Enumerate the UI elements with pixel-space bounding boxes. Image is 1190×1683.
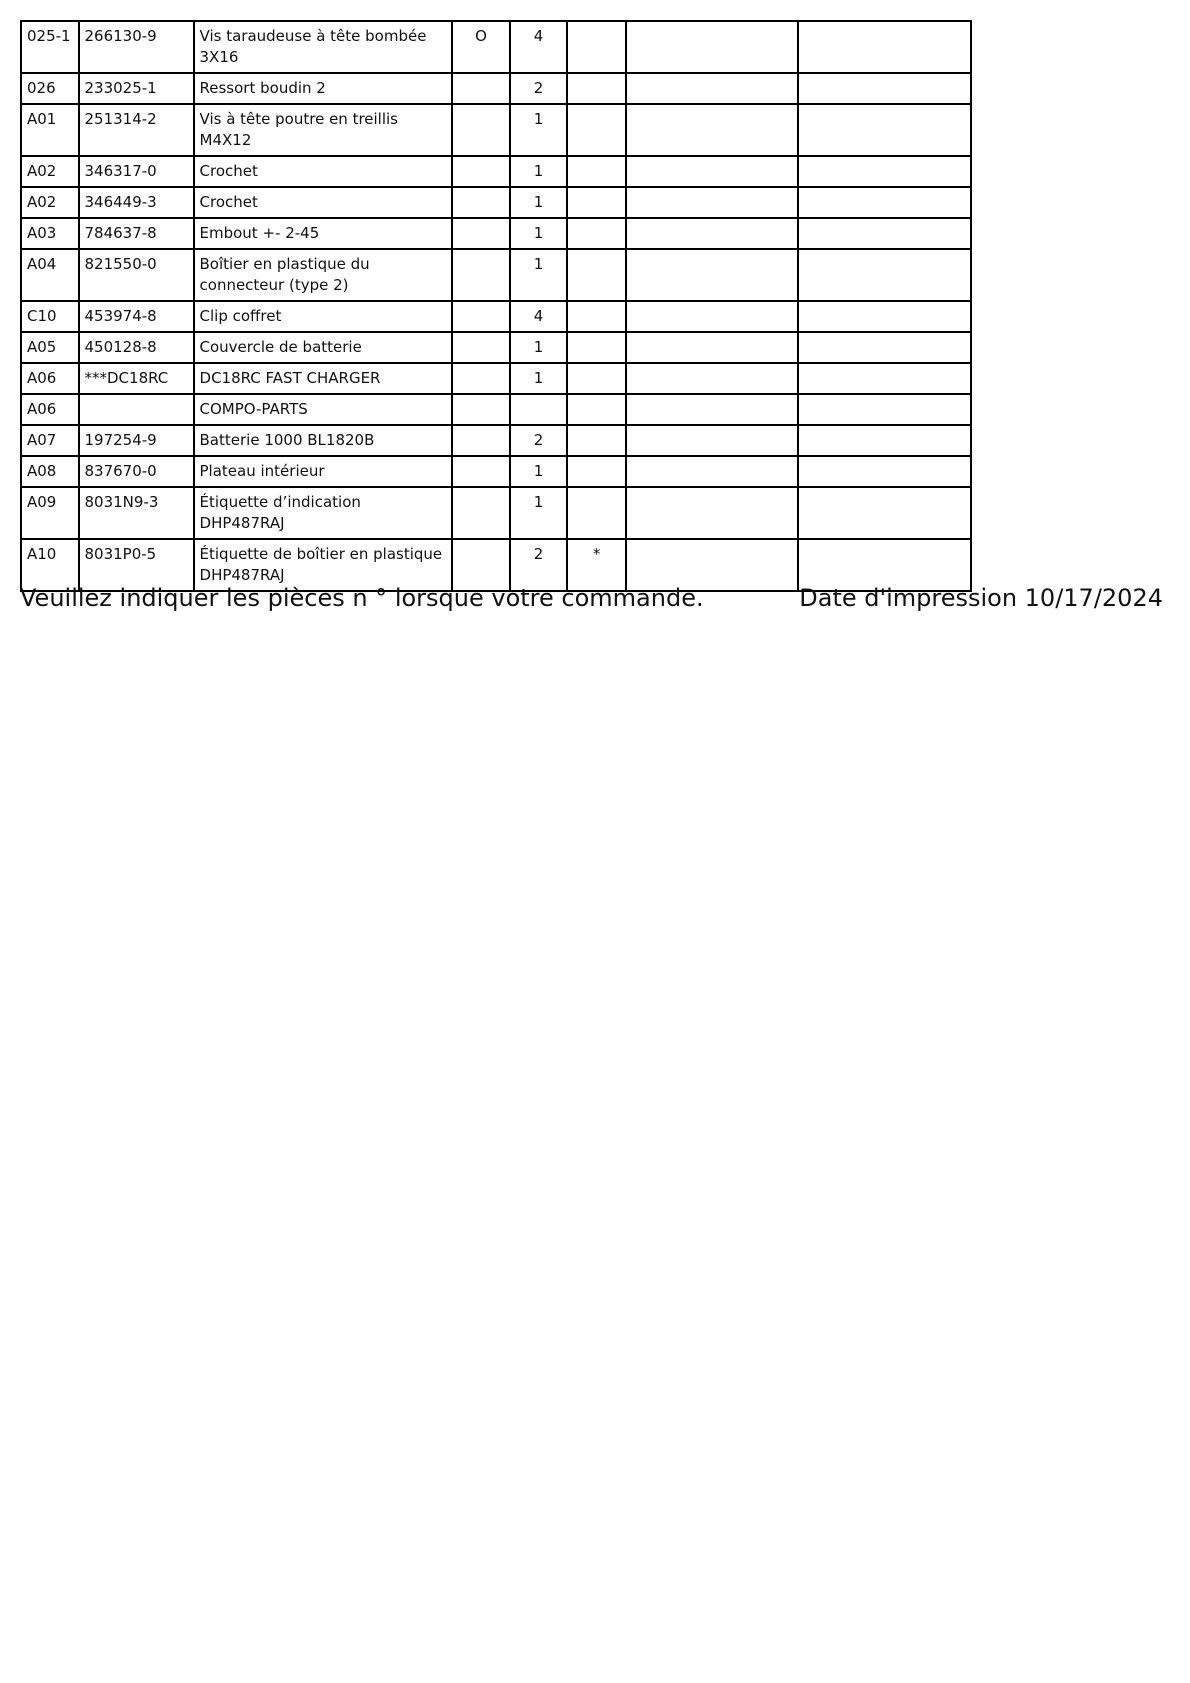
ref-cell: A05 xyxy=(21,332,79,363)
table-row xyxy=(21,456,971,487)
ref-cell: A02 xyxy=(21,156,79,187)
ref-cell: 025-1 xyxy=(21,21,79,73)
quantity-cell: 1 xyxy=(510,187,568,218)
note-cell xyxy=(567,394,626,425)
quantity-cell xyxy=(510,394,568,425)
part-number-cell: 821550-0 xyxy=(79,249,194,301)
blank-cell xyxy=(626,332,799,363)
blank-cell xyxy=(626,73,799,104)
part-number-cell xyxy=(79,394,194,425)
ref-cell: A09 xyxy=(21,487,79,539)
mark-cell xyxy=(452,249,510,301)
blank-cell xyxy=(798,487,971,539)
ref-cell: A04 xyxy=(21,249,79,301)
quantity-cell: 2 xyxy=(510,425,568,456)
blank-cell xyxy=(626,218,799,249)
description-cell: Embout +- 2-45 xyxy=(194,218,453,249)
note-cell xyxy=(567,456,626,487)
description-cell: Vis taraudeuse à tête bombée 3X16 xyxy=(194,21,453,73)
blank-cell xyxy=(798,425,971,456)
blank-cell xyxy=(626,156,799,187)
order-instruction: Veuillez indiquer les pièces n ° lorsque votre commande. xyxy=(20,584,704,612)
blank-cell xyxy=(798,187,971,218)
blank-cell xyxy=(798,456,971,487)
table-row xyxy=(21,156,971,187)
blank-cell xyxy=(798,21,971,73)
parts-table xyxy=(20,20,972,592)
description-cell: Clip coffret xyxy=(194,301,453,332)
ref-cell: 026 xyxy=(21,73,79,104)
quantity-cell: 1 xyxy=(510,218,568,249)
ref-cell: A06 xyxy=(21,363,79,394)
description-cell: Crochet xyxy=(194,187,453,218)
table-row xyxy=(21,487,971,539)
blank-cell xyxy=(626,363,799,394)
table-row xyxy=(21,425,971,456)
mark-cell xyxy=(452,394,510,425)
quantity-cell: 4 xyxy=(510,301,568,332)
description-cell: COMPO-PARTS xyxy=(194,394,453,425)
print-date: Date d'impression 10/17/2024 xyxy=(799,584,1163,612)
note-cell xyxy=(567,249,626,301)
part-number-cell: 8031P0-5 xyxy=(79,539,194,591)
blank-cell xyxy=(798,363,971,394)
quantity-cell: 1 xyxy=(510,104,568,156)
note-cell xyxy=(567,425,626,456)
mark-cell xyxy=(452,156,510,187)
description-cell: Étiquette d’indication DHP487RAJ xyxy=(194,487,453,539)
quantity-cell: 4 xyxy=(510,21,568,73)
quantity-cell: 2 xyxy=(510,539,568,591)
ref-cell: A01 xyxy=(21,104,79,156)
blank-cell xyxy=(626,301,799,332)
blank-cell xyxy=(798,394,971,425)
parts-table-body xyxy=(21,21,971,591)
description-cell: Batterie 1000 BL1820B xyxy=(194,425,453,456)
table-row xyxy=(21,218,971,249)
mark-cell xyxy=(452,301,510,332)
mark-cell xyxy=(452,456,510,487)
part-number-cell: ***DC18RC xyxy=(79,363,194,394)
table-row xyxy=(21,21,971,73)
ref-cell: C10 xyxy=(21,301,79,332)
part-number-cell: 837670-0 xyxy=(79,456,194,487)
blank-cell xyxy=(798,156,971,187)
part-number-cell: 784637-8 xyxy=(79,218,194,249)
part-number-cell: 453974-8 xyxy=(79,301,194,332)
quantity-cell: 1 xyxy=(510,332,568,363)
blank-cell xyxy=(626,394,799,425)
note-cell xyxy=(567,301,626,332)
ref-cell: A03 xyxy=(21,218,79,249)
description-cell: Couvercle de batterie xyxy=(194,332,453,363)
note-cell: * xyxy=(567,539,626,591)
description-cell: DC18RC FAST CHARGER xyxy=(194,363,453,394)
quantity-cell: 1 xyxy=(510,363,568,394)
note-cell xyxy=(567,332,626,363)
table-row xyxy=(21,394,971,425)
part-number-cell: 251314-2 xyxy=(79,104,194,156)
blank-cell xyxy=(798,301,971,332)
blank-cell xyxy=(798,73,971,104)
description-cell: Étiquette de boîtier en plastique DHP487RAJ xyxy=(194,539,453,591)
mark-cell xyxy=(452,425,510,456)
part-number-cell: 346449-3 xyxy=(79,187,194,218)
mark-cell xyxy=(452,363,510,394)
table-row xyxy=(21,249,971,301)
description-cell: Vis à tête poutre en treillis M4X12 xyxy=(194,104,453,156)
blank-cell xyxy=(626,456,799,487)
description-cell: Crochet xyxy=(194,156,453,187)
mark-cell xyxy=(452,104,510,156)
note-cell xyxy=(567,487,626,539)
quantity-cell: 1 xyxy=(510,156,568,187)
part-number-cell: 197254-9 xyxy=(79,425,194,456)
ref-cell: A10 xyxy=(21,539,79,591)
note-cell xyxy=(567,156,626,187)
note-cell xyxy=(567,73,626,104)
blank-cell xyxy=(626,425,799,456)
blank-cell xyxy=(626,187,799,218)
mark-cell xyxy=(452,487,510,539)
blank-cell xyxy=(626,487,799,539)
blank-cell xyxy=(626,104,799,156)
blank-cell xyxy=(798,218,971,249)
blank-cell xyxy=(798,249,971,301)
blank-cell xyxy=(798,104,971,156)
description-cell: Plateau intérieur xyxy=(194,456,453,487)
note-cell xyxy=(567,363,626,394)
blank-cell xyxy=(626,249,799,301)
blank-cell xyxy=(626,21,799,73)
mark-cell xyxy=(452,73,510,104)
table-row xyxy=(21,187,971,218)
note-cell xyxy=(567,187,626,218)
ref-cell: A06 xyxy=(21,394,79,425)
note-cell xyxy=(567,104,626,156)
note-cell xyxy=(567,21,626,73)
note-cell xyxy=(567,218,626,249)
table-row xyxy=(21,363,971,394)
part-number-cell: 450128-8 xyxy=(79,332,194,363)
ref-cell: A08 xyxy=(21,456,79,487)
table-row xyxy=(21,104,971,156)
part-number-cell: 8031N9-3 xyxy=(79,487,194,539)
quantity-cell: 1 xyxy=(510,456,568,487)
table-row xyxy=(21,332,971,363)
part-number-cell: 266130-9 xyxy=(79,21,194,73)
quantity-cell: 2 xyxy=(510,73,568,104)
ref-cell: A07 xyxy=(21,425,79,456)
part-number-cell: 346317-0 xyxy=(79,156,194,187)
mark-cell xyxy=(452,187,510,218)
quantity-cell: 1 xyxy=(510,249,568,301)
quantity-cell: 1 xyxy=(510,487,568,539)
part-number-cell: 233025-1 xyxy=(79,73,194,104)
mark-cell xyxy=(452,332,510,363)
table-row xyxy=(21,73,971,104)
mark-cell: O xyxy=(452,21,510,73)
description-cell: Boîtier en plastique du connecteur (type 2) xyxy=(194,249,453,301)
description-cell: Ressort boudin 2 xyxy=(194,73,453,104)
blank-cell xyxy=(798,332,971,363)
ref-cell: A02 xyxy=(21,187,79,218)
mark-cell xyxy=(452,218,510,249)
table-row xyxy=(21,301,971,332)
